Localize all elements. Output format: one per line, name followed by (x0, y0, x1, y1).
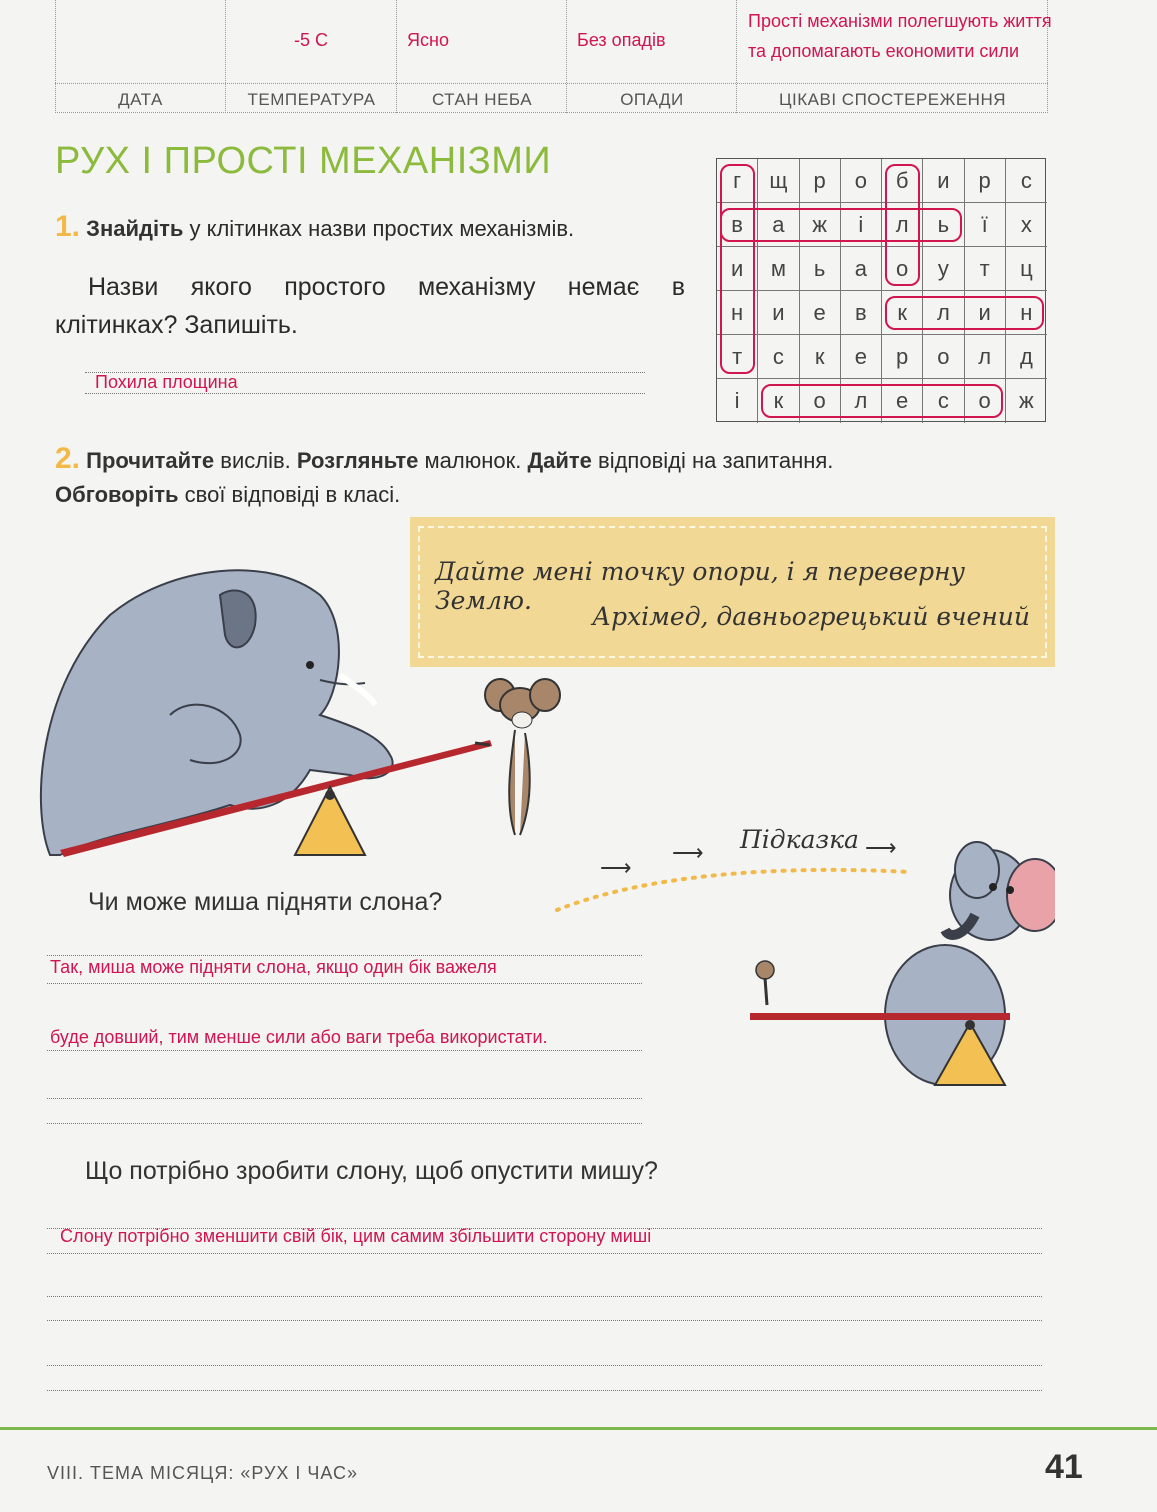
weather-bottom-border (55, 112, 1048, 113)
arrow-icon: ⟶ (865, 835, 897, 860)
grid-cell: а (841, 247, 882, 291)
weather-value-sky: Ясно (407, 30, 449, 50)
grid-cell: в (841, 291, 882, 335)
grid-cell: р (882, 335, 923, 379)
grid-cell: к (882, 291, 923, 335)
grid-cell: ь (800, 247, 841, 291)
quote-text: Дайте мені точку опори, і я переверну Землю. (435, 557, 966, 615)
grid-cell: ь (923, 203, 964, 247)
grid-cell: д (1006, 335, 1047, 379)
task1-bold: Знайдіть (86, 216, 184, 241)
grid-cell: и (965, 291, 1006, 335)
grid-cell: б (882, 159, 923, 203)
grid-cell: щ (758, 159, 799, 203)
grid-cell: н (1006, 291, 1047, 335)
answer-line (47, 1390, 1042, 1391)
answer-line (47, 1296, 1042, 1297)
grid-cell: л (923, 291, 964, 335)
grid-cell: г (717, 159, 758, 203)
task2-bold-look: Розгляньте (296, 448, 419, 473)
answer-line (47, 1365, 1042, 1366)
grid-cell: л (841, 379, 882, 423)
hint-label: Підказка (740, 825, 859, 854)
grid-cell: р (800, 159, 841, 203)
weather-header-sky: СТАН НЕБА (431, 90, 533, 109)
weather-header-date: ДАТА (118, 90, 163, 109)
found-word-highlight (720, 164, 755, 374)
answer-line (47, 1098, 642, 1099)
grid-cell: е (841, 335, 882, 379)
task1-answer: Похила площина (95, 372, 238, 392)
found-word-highlight (761, 384, 1003, 418)
grid-cell: і (717, 379, 758, 423)
task2-bold-read: Прочитайте (86, 448, 215, 473)
letter-grid (716, 158, 1046, 422)
answer-lift-elephant-line1: Так, миша може підняти слона, якщо один бік важеля (50, 957, 497, 977)
weather-header-temperature: ТЕМПЕРАТУРА (247, 90, 376, 109)
grid-cell: л (965, 335, 1006, 379)
answer-line (47, 1253, 1042, 1254)
task2-text: вислів. (214, 448, 297, 473)
task2-text: відповіді на запитання. (591, 448, 834, 473)
grid-cell: м (758, 247, 799, 291)
grid-cell: и (717, 247, 758, 291)
arrow-icon: ⟶ (600, 855, 632, 880)
grid-cell: т (717, 335, 758, 379)
answer-line (47, 1320, 1042, 1321)
answer-line (47, 983, 642, 984)
task2-bold-answer: Дайте (527, 448, 592, 473)
elephant-mouse-lever-illustration (20, 555, 600, 875)
grid-cell: в (717, 203, 758, 247)
weather-table (55, 0, 1052, 113)
task2-text: свої відповіді в класі. (178, 482, 401, 507)
grid-cell: ж (800, 203, 841, 247)
weather-value-precipitation: Без опадів (577, 30, 666, 50)
grid-cell: т (965, 247, 1006, 291)
grid-cell: і (841, 203, 882, 247)
found-word-highlight (885, 296, 1044, 330)
task2-number: 2. (55, 442, 81, 475)
task2-text: малюнок. (418, 448, 528, 473)
task1-number: 1. (55, 210, 81, 243)
grid-cell: л (882, 203, 923, 247)
grid-cell: а (758, 203, 799, 247)
question-lift-elephant: Чи може миша підняти слона? (88, 888, 443, 916)
answer-lift-elephant-line2: буде довший, тим менше сили або ваги треба використати. (50, 1027, 548, 1047)
task1-text: у клітинках назви простих механізмів. (183, 216, 575, 241)
quote-author: Архімед, давньогрецький вчений (592, 602, 1030, 631)
grid-cell: с (923, 379, 964, 423)
small-mouse (756, 961, 774, 1005)
answer-lower-mouse: Слону потрібно зменшити свій бік, цим самим збільшити сторону миші (60, 1226, 652, 1246)
task2-instruction (55, 442, 1045, 512)
small-seesaw (750, 1013, 1010, 1085)
weather-header-precipitation: ОПАДИ (620, 90, 684, 109)
weather-header-observations: ЦІКАВІ СПОСТЕРЕЖЕННЯ (778, 90, 1007, 109)
grid-cell: и (923, 159, 964, 203)
grid-cell: и (758, 291, 799, 335)
grid-cell: р (965, 159, 1006, 203)
grid-cell: ц (1006, 247, 1047, 291)
weather-divider (55, 83, 1048, 84)
answer-line (47, 1123, 642, 1124)
grid-cell: о (965, 379, 1006, 423)
answer-line (85, 393, 645, 394)
hint-elephant-mouse-illustration (735, 835, 1055, 1090)
page-number: 41 (1045, 1448, 1083, 1486)
page-title: РУХ І ПРОСТІ МЕХАНІЗМИ (55, 140, 552, 182)
grid-cell: ж (1019, 388, 1034, 413)
grid-cell: с (1006, 159, 1047, 203)
task1-instruction (55, 210, 574, 244)
task1-question: Назви якого простого механізму немає в клітинках? Запишіть. (55, 273, 685, 339)
grid-cell: о (800, 379, 841, 423)
found-word-highlight (720, 208, 962, 242)
answer-line (47, 955, 642, 956)
answer-line (85, 372, 645, 373)
footer-topic: VIII. ТЕМА МІСЯЦЯ: «РУХ І ЧАС» (47, 1463, 359, 1483)
weather-note: Прості механізми полегшують життя та допомагають економити сили (748, 11, 1052, 61)
grid-cell: с (758, 335, 799, 379)
grid-cell: ї (965, 203, 1006, 247)
grid-cell: у (923, 247, 964, 291)
grid-cell: н (717, 291, 758, 335)
weather-value-temperature: -5 С (293, 30, 328, 50)
grid-cell: о (882, 247, 923, 291)
grid-cell: е (882, 379, 923, 423)
answer-line (47, 1050, 642, 1051)
question-lower-mouse: Що потрібно зробити слону, щоб опустити мишу? (85, 1157, 658, 1185)
grid-cell: о (923, 335, 964, 379)
grid-cell: о (841, 159, 882, 203)
grid-cell: е (800, 291, 841, 335)
grid-cell: к (758, 379, 799, 423)
mouse (475, 679, 560, 835)
grid-cell: к (800, 335, 841, 379)
grid-cell: х (1006, 203, 1047, 247)
footer-divider (0, 1427, 1157, 1430)
arrow-icon: ⟶ (672, 840, 704, 865)
task2-bold-discuss: Обговоріть (55, 482, 179, 507)
